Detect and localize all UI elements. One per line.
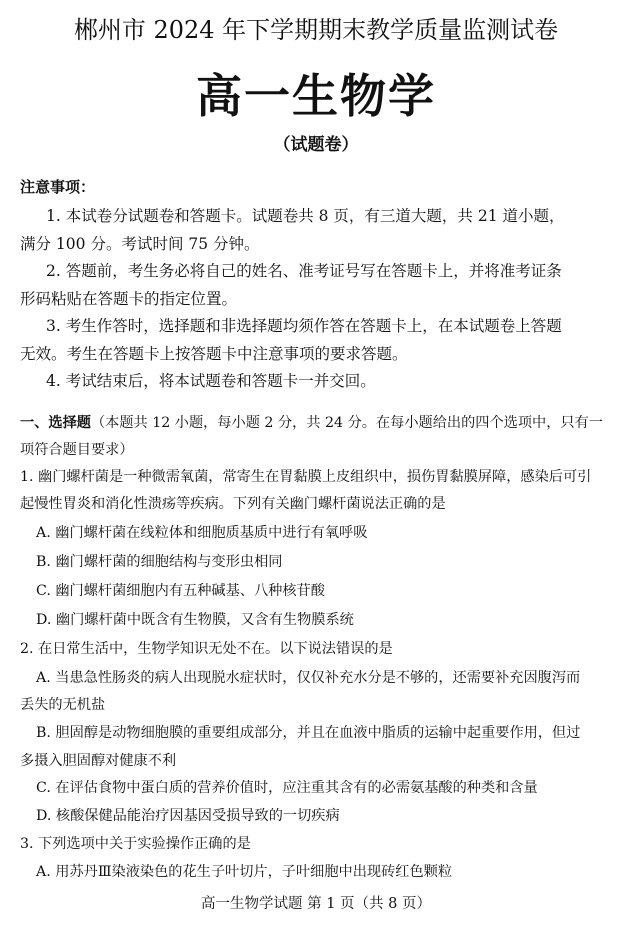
section-description: （本题共 12 小题，每小题 2 分，共 24 分。在每小题给出的四个选项中，只有一	[90, 415, 603, 431]
question-stem: 起慢性胃炎和消化性溃疡等疾病。下列有关幽门螺杆菌说法正确的是	[20, 496, 446, 512]
option-a-continued: 丢失的无机盐	[20, 697, 106, 713]
question-stem: 3. 下列选项中关于实验操作正确的是	[20, 836, 251, 852]
option-a: A. 用苏丹Ⅲ染液染色的花生子叶切片，子叶细胞中出现砖红色颗粒	[36, 864, 453, 880]
option-b-continued: 多摄入胆固醇对健康不利	[20, 753, 177, 769]
exam-title: 郴州市 2024 年下学期期末教学质量监测试卷	[73, 16, 559, 44]
section-title: 一、选择题	[20, 415, 91, 431]
notice-line: 形码粘贴在答题卡的指定位置。	[20, 290, 238, 308]
option-a: A. 幽门螺杆菌在线粒体和细胞质基质中进行有氧呼吸	[36, 525, 368, 541]
paper-type: （试题卷）	[273, 135, 359, 155]
option-c: C. 在评估食物中蛋白质的营养价值时，应注重其含有的必需氨基酸的种类和含量	[36, 780, 538, 796]
option-d: D. 幽门螺杆菌中既含有生物膜，又含有生物膜系统	[36, 612, 354, 628]
notice-line: 无效。考生在答题卡上按答题卡中注意事项的要求答题。	[20, 345, 408, 363]
option-d: D. 核酸保健品能治疗因基因受损导致的一切疾病	[36, 808, 340, 824]
question-stem: 2. 在日常生活中，生物学知识无处不在。以下说法错误的是	[20, 641, 393, 657]
option-b: B. 幽门螺杆菌的细胞结构与变形虫相同	[36, 554, 283, 570]
notice-line: 3. 考生作答时，选择题和非选择题均须作答在答题卡上，在本试题卷上答题	[46, 317, 562, 335]
option-a: A. 当患急性肠炎的病人出现脱水症状时，仅仅补充水分是不够的，还需要补充因腹泻而	[36, 670, 581, 686]
section-description: 项符合题目要求）	[20, 442, 134, 458]
section-heading	[20, 412, 603, 432]
notice-line: 满分 100 分。考试时间 75 分钟。	[20, 235, 260, 253]
option-b: B. 胆固醇是动物细胞膜的重要组成部分，并且在血液中脂质的运输中起重要作用，但过	[36, 725, 581, 741]
question-stem: 1. 幽门螺杆菌是一种微需氧菌，常寄生在胃黏膜上皮组织中，损伤胃黏膜屏障，感染后可引	[20, 469, 592, 485]
subject-title: 高一生物学	[196, 69, 436, 123]
notice-line: 4. 考试结束后，将本试题卷和答题卡一并交回。	[46, 372, 376, 390]
option-c: C. 幽门螺杆菌细胞内有五种碱基、八种核苷酸	[36, 583, 325, 599]
notice-heading: 注意事项：	[20, 178, 96, 196]
page-footer: 高一生物学试题 第 1 页（共 8 页）	[201, 896, 431, 912]
notice-line: 1. 本试卷分试题卷和答题卡。试题卷共 8 页，有三道大题，共 21 道小题，	[46, 207, 565, 225]
notice-line: 2. 答题前，考生务必将自己的姓名、准考证号写在答题卡上，并将准考证条	[46, 262, 562, 280]
